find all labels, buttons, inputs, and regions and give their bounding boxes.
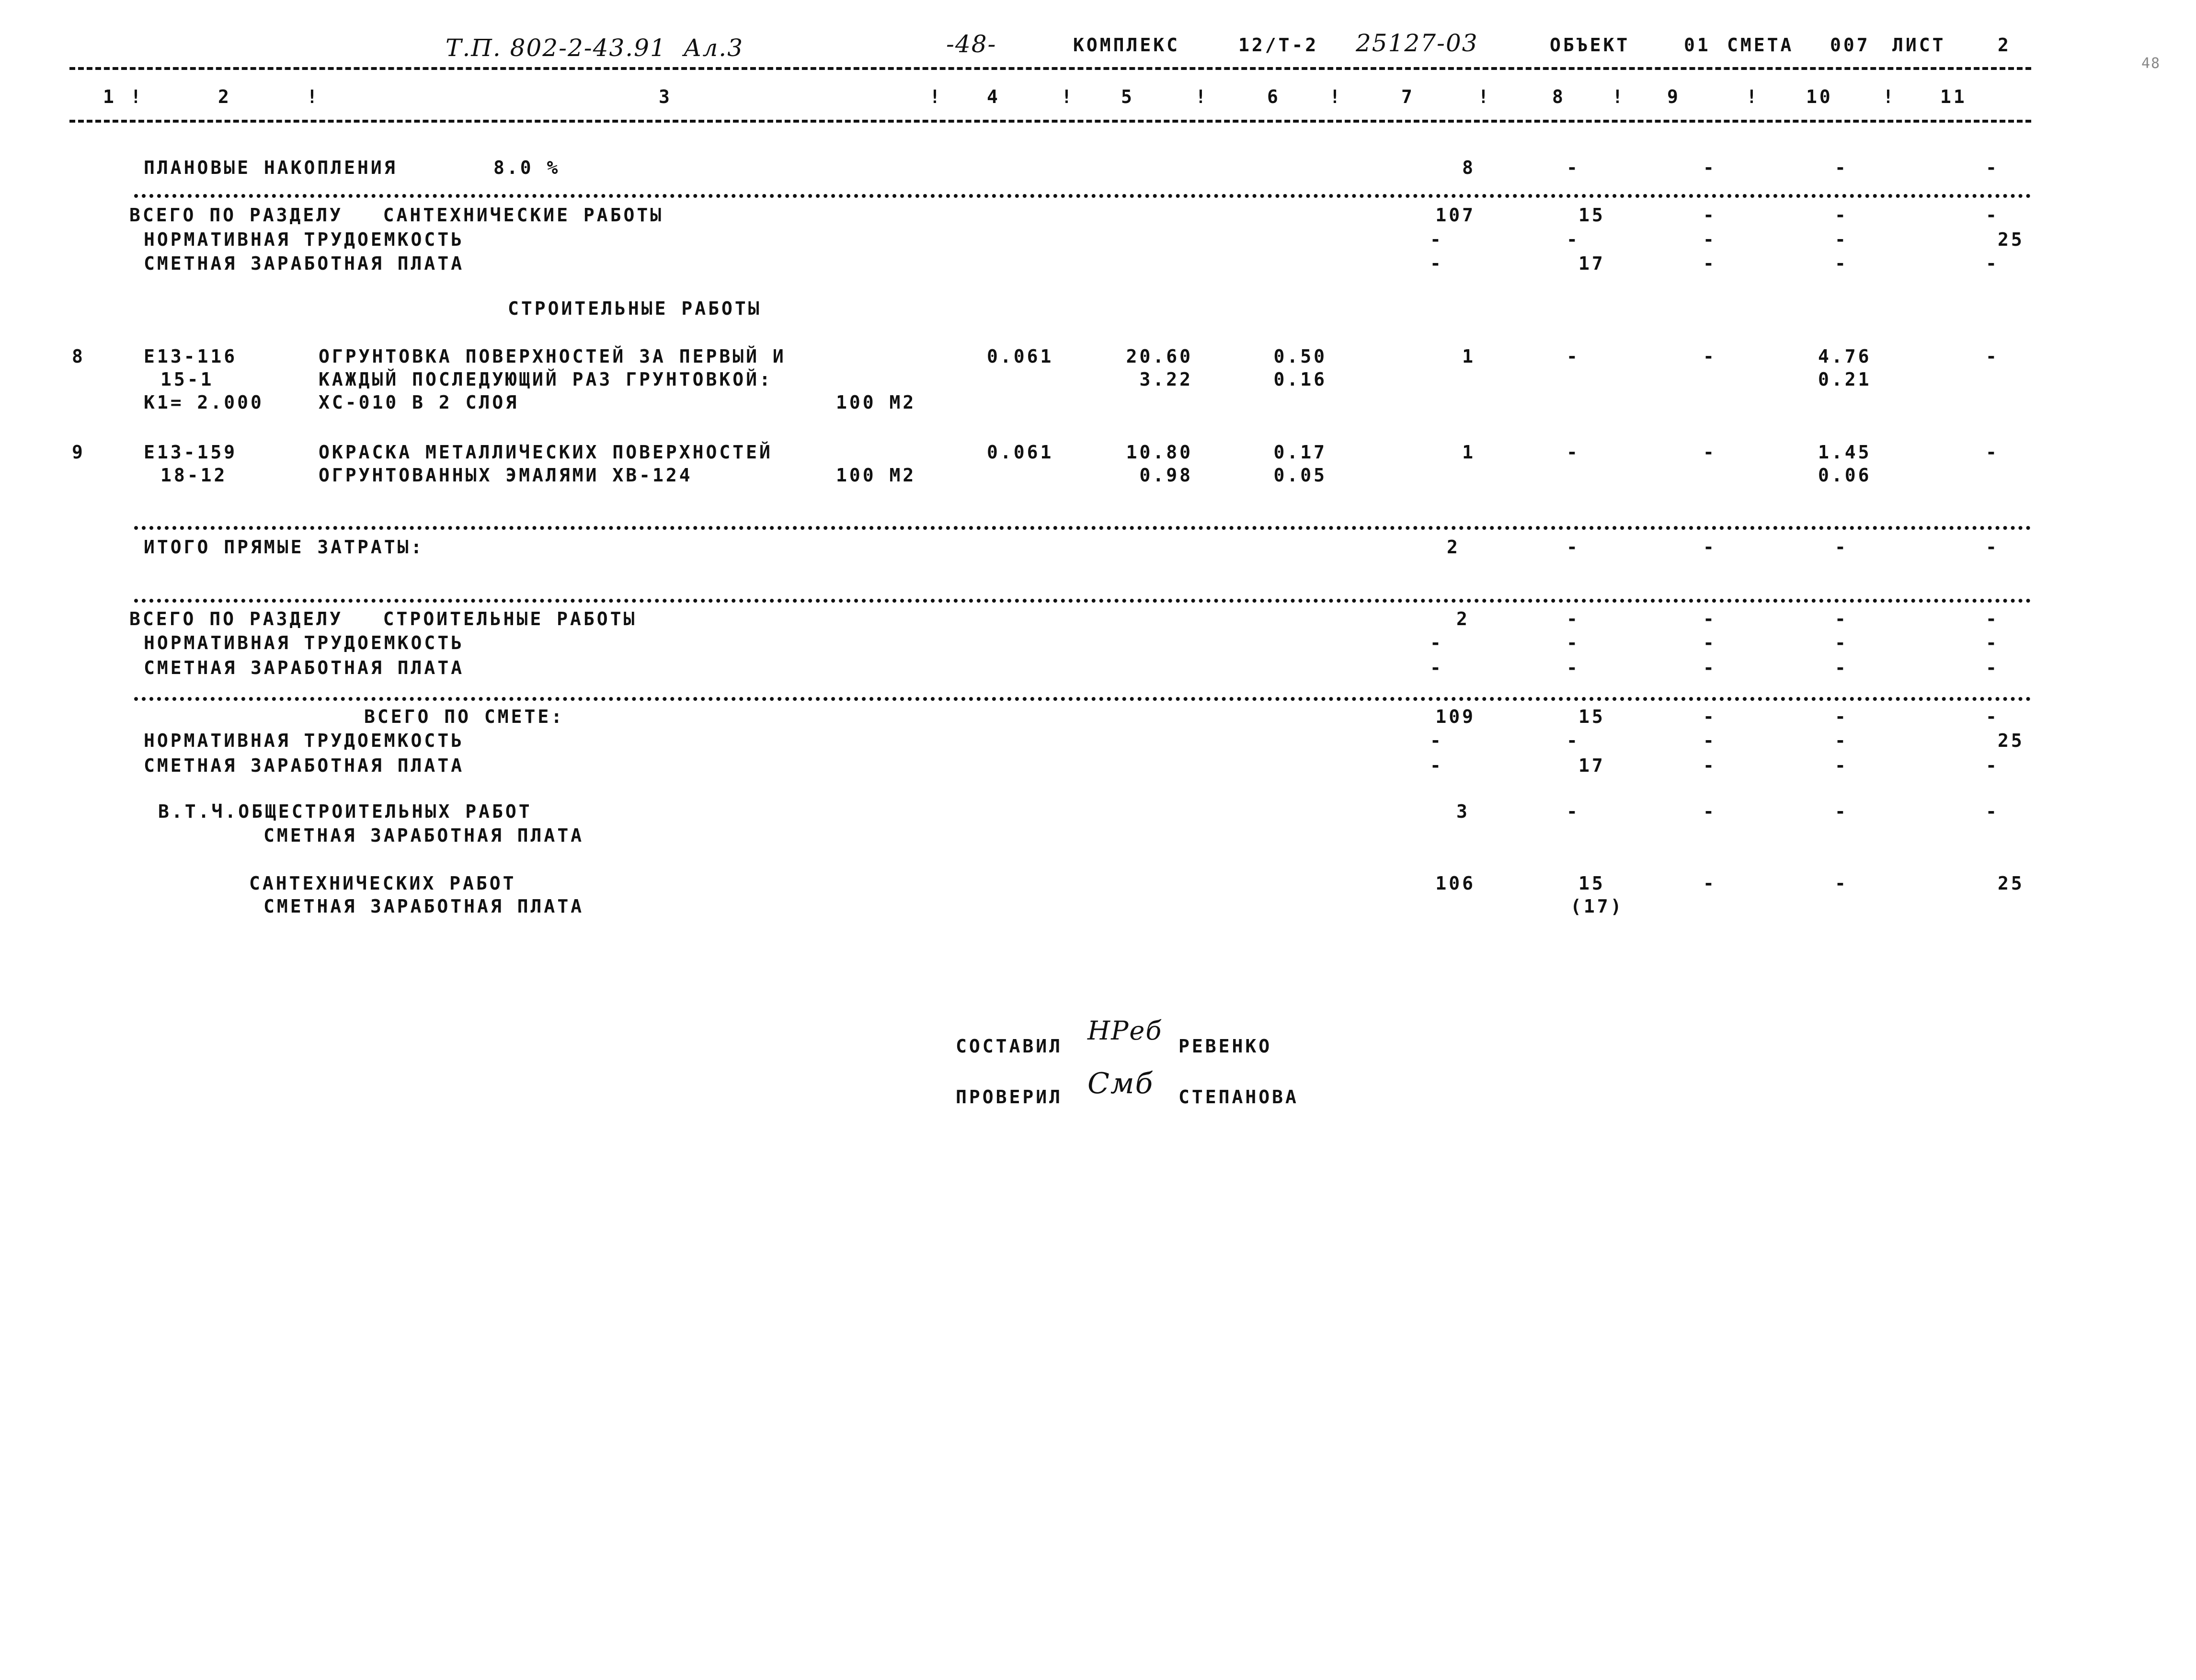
total-smeta-c11: - (1986, 706, 1999, 727)
planned-c10: - (1835, 157, 1848, 178)
item8-c4: 0.061 (987, 346, 1054, 367)
item8-desc1: ОГРУНТОВКА ПОВЕРХНОСТЕЙ ЗА ПЕРВЫЙ И (319, 346, 786, 367)
incl-general-c7: 3 (1456, 801, 1470, 822)
item9-c8: - (1567, 442, 1580, 463)
item9-c9: - (1703, 442, 1716, 463)
incl-general-sub: СМЕТНАЯ ЗАРАБОТНАЯ ПЛАТА (263, 825, 584, 846)
header-rule-bottom (69, 120, 2031, 123)
item8-desc2: КАЖДЫЙ ПОСЛЕДУЮЩИЙ РАЗ ГРУНТОВКОЙ: (319, 369, 773, 390)
total-santech-norm-c10: - (1835, 229, 1848, 250)
item8-desc3: ХС-010 В 2 СЛОЯ (319, 392, 519, 413)
checked-by-name: СТЕПАНОВА (1178, 1086, 1299, 1108)
total-santech-c7: 107 (1435, 205, 1475, 226)
smeta-value: 007 (1830, 34, 1870, 56)
total-smeta-norm-c10: - (1835, 730, 1848, 751)
total-santech-wage-c10: - (1835, 253, 1848, 274)
direct-costs-c7: 2 (1447, 537, 1460, 558)
item8-code3: К1= 2.000 (144, 392, 264, 413)
incl-santech-c11: 25 (1998, 873, 2024, 894)
checked-by-signature: Смб (1087, 1067, 1154, 1100)
col-sep: ! (1061, 86, 1075, 107)
page-number: -48- (946, 30, 997, 58)
total-smeta-wage-label: СМЕТНАЯ ЗАРАБОТНАЯ ПЛАТА (144, 755, 465, 776)
total-build-c10: - (1835, 608, 1848, 629)
direct-costs-c8: - (1567, 537, 1580, 558)
composed-by-name: РЕВЕНКО (1178, 1036, 1272, 1057)
total-santech-wage-label: СМЕТНАЯ ЗАРАБОТНАЯ ПЛАТА (144, 253, 465, 274)
item9-unit: 100 М2 (836, 465, 916, 486)
planned-label: ПЛАНОВЫЕ НАКОПЛЕНИЯ (144, 157, 398, 178)
item8-c11: - (1986, 346, 1999, 367)
incl-general-c9: - (1703, 801, 1716, 822)
list-value: 2 (1998, 34, 2011, 56)
total-build-c9: - (1703, 608, 1716, 629)
kompleks-value: 12/Т-2 (1238, 34, 1319, 56)
col-sep: ! (929, 86, 943, 107)
total-smeta-c9: - (1703, 706, 1716, 727)
planned-c8: - (1567, 157, 1580, 178)
col-sep: ! (130, 86, 144, 107)
object-value: 01 (1684, 34, 1711, 56)
total-smeta-norm-label: НОРМАТИВНАЯ ТРУДОЕМКОСТЬ (144, 730, 465, 751)
total-smeta-c7: 109 (1435, 706, 1475, 727)
item9-code1: Е13-159 (144, 442, 238, 463)
incl-santech-c8b: (17) (1570, 896, 1624, 917)
total-build-norm-label: НОРМАТИВНАЯ ТРУДОЕМКОСТЬ (144, 632, 465, 653)
total-smeta-norm-c8: - (1567, 730, 1580, 751)
incl-general-c11: - (1986, 801, 1999, 822)
col-num-7: 7 (1401, 86, 1415, 107)
total-build-norm-c9: - (1703, 632, 1716, 653)
total-santech-wage-c9: - (1703, 253, 1716, 274)
col-num-4: 4 (987, 86, 1000, 107)
section-title: СТРОИТЕЛЬНЫЕ РАБОТЫ (508, 298, 762, 319)
total-build-wage-c11: - (1986, 657, 1999, 678)
incl-santech-sub: СМЕТНАЯ ЗАРАБОТНАЯ ПЛАТА (263, 896, 584, 917)
col-num-6: 6 (1267, 86, 1281, 107)
col-num-2: 2 (218, 86, 231, 107)
item9-c5a: 10.80 (1126, 442, 1193, 463)
item9-c10b: 0.06 (1818, 465, 1872, 486)
dotted-separator (134, 526, 2031, 530)
dotted-separator (134, 599, 2031, 603)
composed-by-label: СОСТАВИЛ (956, 1036, 1063, 1057)
total-smeta-norm-c11: 25 (1998, 730, 2024, 751)
incl-santech-c8: 15 (1578, 873, 1605, 894)
col-num-5: 5 (1121, 86, 1134, 107)
item8-c6a: 0.50 (1273, 346, 1327, 367)
item8-c10a: 4.76 (1818, 346, 1872, 367)
planned-c11: - (1986, 157, 1999, 178)
object-label: ОБЪЕКТ (1550, 34, 1630, 56)
col-sep: ! (1329, 86, 1343, 107)
total-santech-wage-c7: - (1430, 253, 1443, 274)
total-smeta-wage-c9: - (1703, 755, 1716, 776)
item9-c10a: 1.45 (1818, 442, 1872, 463)
total-smeta-wage-c10: - (1835, 755, 1848, 776)
direct-costs-c10: - (1835, 537, 1848, 558)
total-smeta-label: ВСЕГО ПО СМЕТЕ: (364, 706, 565, 727)
total-santech-norm-c8: - (1567, 229, 1580, 250)
total-build-label: ВСЕГО ПО РАЗДЕЛУ СТРОИТЕЛЬНЫЕ РАБОТЫ (129, 608, 637, 629)
item9-c7: 1 (1462, 442, 1475, 463)
col-num-11: 11 (1940, 86, 1967, 107)
dotted-separator (134, 697, 2031, 701)
col-num-8: 8 (1552, 86, 1566, 107)
total-smeta-norm-c9: - (1703, 730, 1716, 751)
col-sep: ! (1195, 86, 1209, 107)
handwritten-code: 25127-03 (1356, 29, 1478, 57)
checked-by-label: ПРОВЕРИЛ (956, 1086, 1063, 1108)
total-build-c8: - (1567, 608, 1580, 629)
col-num-1: 1 (103, 86, 116, 107)
item8-c6b: 0.16 (1273, 369, 1327, 390)
composed-by-signature: НРеб (1087, 1016, 1163, 1046)
total-build-wage-c8: - (1567, 657, 1580, 678)
col-num-3: 3 (659, 86, 672, 107)
item8-c7: 1 (1462, 346, 1475, 367)
col-num-9: 9 (1667, 86, 1681, 107)
smeta-label: СМЕТА (1727, 34, 1794, 56)
item9-desc1: ОКРАСКА МЕТАЛЛИЧЕСКИХ ПОВЕРХНОСТЕЙ (319, 442, 773, 463)
planned-c9: - (1703, 157, 1716, 178)
direct-costs-label: ИТОГО ПРЯМЫЕ ЗАТРАТЫ: (144, 537, 424, 558)
item8-unit: 100 М2 (836, 392, 916, 413)
incl-santech-c10: - (1835, 873, 1848, 894)
incl-santech-c9: - (1703, 873, 1716, 894)
total-santech-c8: 15 (1578, 205, 1605, 226)
item9-desc2: ОГРУНТОВАННЫХ ЭМАЛЯМИ ХВ-124 (319, 465, 693, 486)
total-smeta-wage-c7: - (1430, 755, 1443, 776)
total-santech-wage-c11: - (1986, 253, 1999, 274)
total-smeta-c8: 15 (1578, 706, 1605, 727)
total-santech-wage-c8: 17 (1578, 253, 1605, 274)
total-smeta-c10: - (1835, 706, 1848, 727)
item8-c5a: 20.60 (1126, 346, 1193, 367)
total-build-wage-label: СМЕТНАЯ ЗАРАБОТНАЯ ПЛАТА (144, 657, 465, 678)
total-santech-norm-c7: - (1430, 229, 1443, 250)
total-build-norm-c7: - (1430, 632, 1443, 653)
item8-code2: 15-1 (160, 369, 214, 390)
incl-general-c10: - (1835, 801, 1848, 822)
item8-c9: - (1703, 346, 1716, 367)
item9-code2: 18-12 (160, 465, 228, 486)
total-build-c11: - (1986, 608, 1999, 629)
item9-c11: - (1986, 442, 1999, 463)
planned-percent: 8.0 % (493, 157, 560, 178)
header-rule-top (69, 67, 2031, 70)
item9-c4: 0.061 (987, 442, 1054, 463)
total-santech-c9: - (1703, 205, 1716, 226)
direct-costs-c11: - (1986, 537, 1999, 558)
col-sep: ! (1746, 86, 1760, 107)
col-sep: ! (1478, 86, 1491, 107)
item9-c5b: 0.98 (1139, 465, 1193, 486)
corner-page-number: 48 (2141, 55, 2161, 72)
incl-general-label: В.Т.Ч.ОБЩЕСТРОИТЕЛЬНЫХ РАБОТ (158, 801, 532, 822)
total-build-c7: 2 (1456, 608, 1470, 629)
total-smeta-wage-c11: - (1986, 755, 1999, 776)
total-smeta-norm-c7: - (1430, 730, 1443, 751)
list-label: ЛИСТ (1892, 34, 1946, 56)
item9-c6a: 0.17 (1273, 442, 1327, 463)
dotted-separator (134, 194, 2031, 198)
total-build-wage-c10: - (1835, 657, 1848, 678)
incl-santech-c7: 106 (1435, 873, 1475, 894)
incl-santech-label: САНТЕХНИЧЕСКИХ РАБОТ (249, 873, 516, 894)
direct-costs-c9: - (1703, 537, 1716, 558)
total-santech-label: ВСЕГО ПО РАЗДЕЛУ САНТЕХНИЧЕСКИЕ РАБОТЫ (129, 205, 664, 226)
item8-c5b: 3.22 (1139, 369, 1193, 390)
total-santech-c11: - (1986, 205, 1999, 226)
total-santech-norm-c9: - (1703, 229, 1716, 250)
planned-c7: 8 (1462, 157, 1475, 178)
col-num-10: 10 (1806, 86, 1833, 107)
col-sep: ! (1612, 86, 1625, 107)
total-santech-c10: - (1835, 205, 1848, 226)
total-smeta-wage-c8: 17 (1578, 755, 1605, 776)
item8-number: 8 (72, 346, 85, 367)
item8-c8: - (1567, 346, 1580, 367)
item8-c10b: 0.21 (1818, 369, 1872, 390)
incl-general-c8: - (1567, 801, 1580, 822)
col-sep: ! (1883, 86, 1896, 107)
item8-code1: Е13-116 (144, 346, 238, 367)
total-build-wage-c7: - (1430, 657, 1443, 678)
total-build-norm-c8: - (1567, 632, 1580, 653)
item9-c6b: 0.05 (1273, 465, 1327, 486)
item9-number: 9 (72, 442, 85, 463)
total-santech-norm-c11: 25 (1998, 229, 2024, 250)
project-code: Т.П. 802-2-43.91 Ал.3 (446, 34, 744, 62)
total-build-norm-c11: - (1986, 632, 1999, 653)
total-santech-norm-label: НОРМАТИВНАЯ ТРУДОЕМКОСТЬ (144, 229, 465, 250)
kompleks-label: КОМПЛЕКС (1073, 34, 1180, 56)
total-build-wage-c9: - (1703, 657, 1716, 678)
col-sep: ! (307, 86, 320, 107)
total-build-norm-c10: - (1835, 632, 1848, 653)
